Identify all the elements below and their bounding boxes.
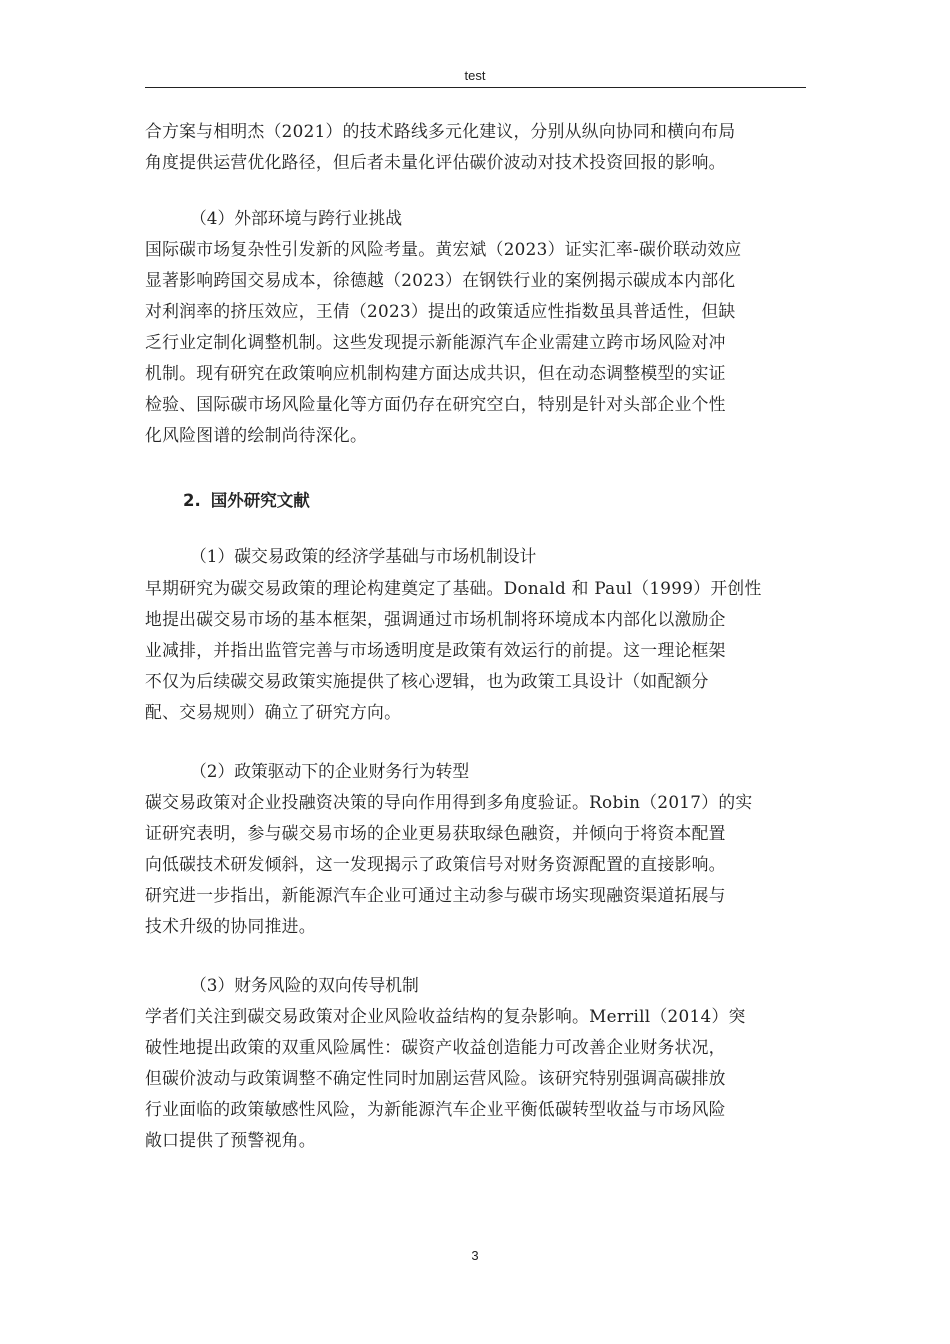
paragraph-line: 不仅为后续碳交易政策实施提供了核心逻辑，也为政策工具设计（如配额分 [145, 671, 709, 691]
page-header: test [464, 68, 486, 83]
section-number: 2. [183, 491, 201, 510]
subsection-4-paragraph [145, 234, 807, 451]
paragraph-line: 地提出碳交易市场的基本框架，强调通过市场机制将环境成本内部化以激励企 [145, 609, 726, 629]
paragraph-line: 证研究表明，参与碳交易市场的企业更易获取绿色融资，并倾向于将资本配置 [145, 823, 726, 843]
section-heading [183, 487, 310, 511]
paragraph-line: 行业面临的政策敏感性风险，为新能源汽车企业平衡低碳转型收益与市场风险 [145, 1099, 726, 1119]
paragraph-line: 配、交易规则）确立了研究方向。 [145, 702, 402, 722]
foreign-2-title: （2）政策驱动下的企业财务行为转型 [190, 761, 470, 781]
paragraph-line: 业减排，并指出监管完善与市场透明度是政策有效运行的前提。这一理论框架 [145, 640, 726, 660]
paragraph-line: 早期研究为碳交易政策的理论构建奠定了基础。Donald 和 Paul（1999）开创性 [145, 578, 762, 598]
subsection-4-title: （4）外部环境与跨行业挑战 [190, 208, 403, 228]
section-title: 国外研究文献 [210, 491, 310, 510]
intro-paragraph [145, 116, 807, 178]
paragraph-line: 角度提供运营优化路径，但后者未量化评估碳价波动对技术投资回报的影响。 [145, 152, 726, 172]
paragraph-line: 但碳价波动与政策调整不确定性同时加剧运营风险。该研究特别强调高碳排放 [145, 1068, 726, 1088]
paragraph-line: 破性地提出政策的双重风险属性：碳资产收益创造能力可改善企业财务状况， [145, 1037, 726, 1057]
foreign-3-paragraph [145, 1001, 807, 1156]
header-rule [145, 87, 806, 88]
paragraph-line: 显著影响跨国交易成本，徐德越（2023）在钢铁行业的案例揭示碳成本内部化 [145, 270, 736, 290]
paragraph-line: 国际碳市场复杂性引发新的风险考量。黄宏斌（2023）证实汇率-碳价联动效应 [145, 239, 742, 259]
foreign-3-title: （3）财务风险的双向传导机制 [190, 975, 419, 995]
page-number: 3 [471, 1248, 479, 1263]
paragraph-line: 碳交易政策对企业投融资决策的导向作用得到多角度验证。Robin（2017）的实 [145, 792, 753, 812]
paragraph-line: 乏行业定制化调整机制。这些发现提示新能源汽车企业需建立跨市场风险对冲 [145, 332, 726, 352]
foreign-1-paragraph [145, 573, 807, 728]
paragraph-line: 对利润率的挤压效应，王倩（2023）提出的政策适应性指数虽具普适性，但缺 [145, 301, 736, 321]
paragraph-line: 化风险图谱的绘制尚待深化。 [145, 425, 368, 445]
paragraph-line: 机制。现有研究在政策响应机制构建方面达成共识，但在动态调整模型的实证 [145, 363, 726, 383]
paragraph-line: 研究进一步指出，新能源汽车企业可通过主动参与碳市场实现融资渠道拓展与 [145, 885, 726, 905]
foreign-1-title: （1）碳交易政策的经济学基础与市场机制设计 [190, 546, 537, 566]
paragraph-line: 向低碳技术研发倾斜，这一发现揭示了政策信号对财务资源配置的直接影响。 [145, 854, 726, 874]
paragraph-line: 合方案与相明杰（2021）的技术路线多元化建议，分别从纵向协同和横向布局 [145, 121, 736, 141]
paragraph-line: 敞口提供了预警视角。 [145, 1130, 316, 1150]
paragraph-line: 学者们关注到碳交易政策对企业风险收益结构的复杂影响。Merrill（2014）突 [145, 1006, 746, 1026]
foreign-2-paragraph [145, 787, 807, 942]
paragraph-line: 检验、国际碳市场风险量化等方面仍存在研究空白，特别是针对头部企业个性 [145, 394, 726, 414]
paragraph-line: 技术升级的协同推进。 [145, 916, 316, 936]
